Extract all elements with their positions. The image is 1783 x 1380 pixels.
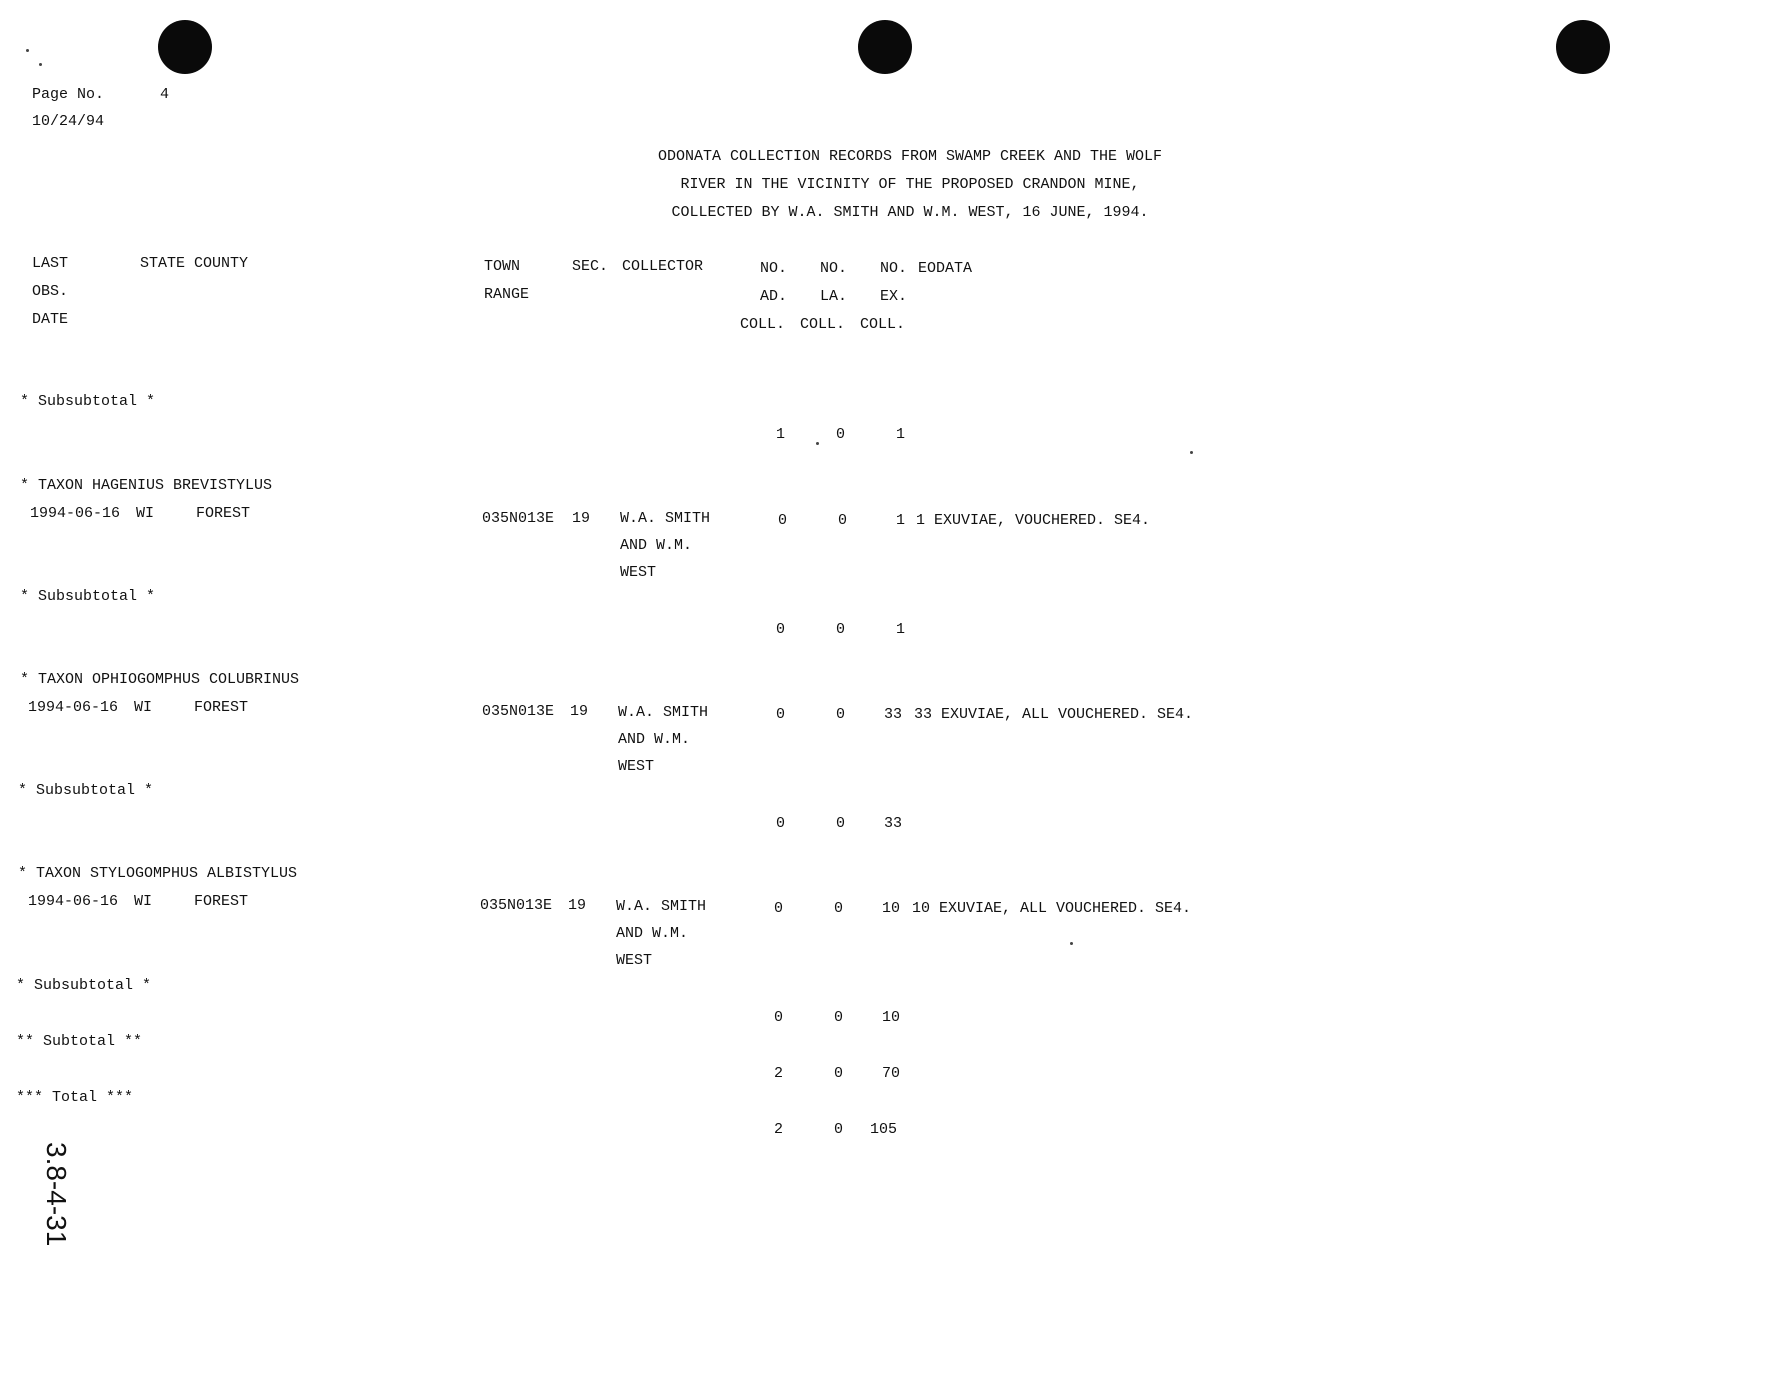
record-collector-line-2: AND W.M. [620, 537, 693, 554]
total-ad: 2 [774, 1121, 784, 1138]
record-collector-line-1: W.A. SMITH [620, 510, 711, 527]
record-la: 0 [836, 706, 846, 723]
subsubtotal-ad: 0 [776, 815, 786, 832]
subsubtotal-ex: 33 [884, 815, 903, 832]
record-collector-line-3: WEST [618, 758, 655, 775]
taxon-heading: * TAXON OPHIOGOMPHUS COLUBRINUS [20, 671, 300, 688]
total-label: *** Total *** [16, 1089, 134, 1106]
record-ex: 33 [884, 706, 903, 723]
subtotal-ad: 2 [774, 1065, 784, 1082]
report-title-line-1: ODONATA COLLECTION RECORDS FROM SWAMP CREEK AND THE WOLF [657, 148, 1163, 165]
col-header-obs: OBS. [32, 283, 69, 300]
record-state: WI [136, 505, 155, 522]
report-date: 10/24/94 [32, 113, 105, 130]
subsubtotal-ad: 0 [774, 1009, 784, 1026]
scan-speck [1070, 942, 1073, 945]
record-sec: 19 [572, 510, 591, 527]
record-date: 1994-06-16 [28, 699, 119, 716]
subsubtotal-la: 0 [836, 621, 846, 638]
record-ad: 0 [774, 900, 784, 917]
col-header-no-ex-1: NO. [880, 260, 908, 277]
record-date: 1994-06-16 [30, 505, 121, 522]
subsubtotal-label: * Subsubtotal * [20, 588, 156, 605]
subsubtotal-la: 0 [836, 815, 846, 832]
report-title-line-3: COLLECTED BY W.A. SMITH AND W.M. WEST, 16 JUNE, 1994. [671, 204, 1149, 221]
taxon-heading: * TAXON STYLOGOMPHUS ALBISTYLUS [18, 865, 298, 882]
scan-speck [39, 63, 42, 66]
subsubtotal-label: * Subsubtotal * [18, 782, 154, 799]
record-ad: 0 [778, 512, 788, 529]
col-header-state-county: STATE COUNTY [140, 255, 249, 272]
record-la: 0 [834, 900, 844, 917]
total-ex: 105 [870, 1121, 898, 1138]
col-header-eodata: EODATA [918, 260, 973, 277]
col-header-sec: SEC. [572, 258, 609, 275]
col-header-range: RANGE [484, 286, 530, 303]
subsubtotal-ex: 1 [896, 426, 906, 443]
col-header-no-ad-3: COLL. [740, 316, 786, 333]
subtotal-la: 0 [834, 1065, 844, 1082]
record-date: 1994-06-16 [28, 893, 119, 910]
record-eodata: 10 EXUVIAE, ALL VOUCHERED. SE4. [912, 900, 1192, 917]
record-ex: 10 [882, 900, 901, 917]
col-header-date: DATE [32, 311, 69, 328]
record-sec: 19 [570, 703, 589, 720]
subsubtotal-ad: 1 [776, 426, 786, 443]
margin-note: 3.8-4-31 [41, 1142, 72, 1247]
col-header-no-ad-1: NO. [760, 260, 788, 277]
subtotal-ex: 70 [882, 1065, 901, 1082]
record-collector-line-1: W.A. SMITH [616, 898, 707, 915]
punch-hole-center [858, 20, 912, 74]
col-header-no-la-2: LA. [820, 288, 848, 305]
record-collector-line-2: AND W.M. [618, 731, 691, 748]
page-label: Page No. [32, 86, 105, 103]
record-eodata: 1 EXUVIAE, VOUCHERED. SE4. [916, 512, 1151, 529]
record-collector-line-1: W.A. SMITH [618, 704, 709, 721]
record-collector-line-2: AND W.M. [616, 925, 689, 942]
record-state: WI [134, 893, 153, 910]
record-county: FOREST [196, 505, 251, 522]
subsubtotal-ad: 0 [776, 621, 786, 638]
record-sec: 19 [568, 897, 587, 914]
col-header-no-la-3: COLL. [800, 316, 846, 333]
record-county: FOREST [194, 893, 249, 910]
record-eodata: 33 EXUVIAE, ALL VOUCHERED. SE4. [914, 706, 1194, 723]
page-number: 4 [160, 86, 170, 103]
record-state: WI [134, 699, 153, 716]
col-header-no-ad-2: AD. [760, 288, 788, 305]
col-header-no-ex-3: COLL. [860, 316, 906, 333]
col-header-no-la-1: NO. [820, 260, 848, 277]
record-la: 0 [838, 512, 848, 529]
subsubtotal-ex: 1 [896, 621, 906, 638]
record-ex: 1 [896, 512, 906, 529]
col-header-no-ex-2: EX. [880, 288, 908, 305]
col-header-town: TOWN [484, 258, 521, 275]
report-title-line-2: RIVER IN THE VICINITY OF THE PROPOSED CRANDON MINE, [680, 176, 1140, 193]
col-header-last: LAST [32, 255, 69, 272]
scan-speck [1190, 451, 1193, 454]
subtotal-label: ** Subtotal ** [16, 1033, 143, 1050]
subsubtotal-la: 0 [836, 426, 846, 443]
scan-speck [816, 442, 819, 445]
record-collector-line-3: WEST [616, 952, 653, 969]
punch-hole-right [1556, 20, 1610, 74]
record-collector-line-3: WEST [620, 564, 657, 581]
subsubtotal-la: 0 [834, 1009, 844, 1026]
punch-hole-left [158, 20, 212, 74]
record-ad: 0 [776, 706, 786, 723]
col-header-collector: COLLECTOR [622, 258, 704, 275]
record-town-range: 035N013E [480, 897, 553, 914]
scan-speck [26, 49, 29, 52]
record-county: FOREST [194, 699, 249, 716]
record-town-range: 035N013E [482, 703, 555, 720]
record-town-range: 035N013E [482, 510, 555, 527]
subsubtotal-label: * Subsubtotal * [20, 393, 156, 410]
taxon-heading: * TAXON HAGENIUS BREVISTYLUS [20, 477, 273, 494]
total-la: 0 [834, 1121, 844, 1138]
subsubtotal-ex: 10 [882, 1009, 901, 1026]
subsubtotal-label: * Subsubtotal * [16, 977, 152, 994]
